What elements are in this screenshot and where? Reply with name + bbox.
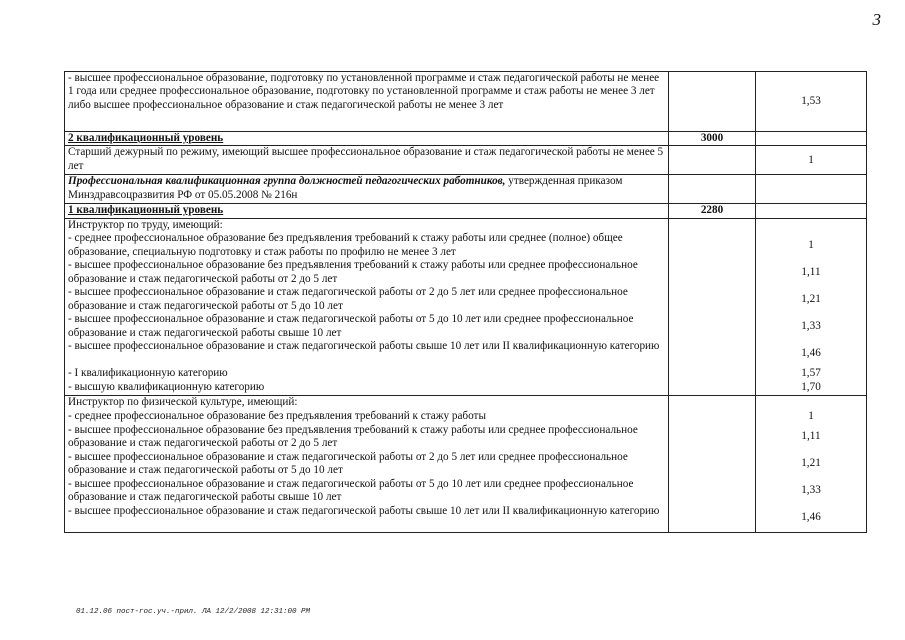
coefficient-value: 1,46 [801, 346, 821, 359]
row-amount [669, 218, 756, 395]
list-item: - среднее профессиональное образование без предъявления требований к стажу работы или среднее (полное) общее образование, специальную подготовку и стаж работы по профилю не менее 3 лет [68, 232, 623, 258]
list-item: - высшее профессиональное образование без предъявления требований к стажу работы или среднее профессиональное образование и стаж педагогической работы от 2 до 5 лет [68, 423, 638, 450]
row-amount [669, 146, 756, 175]
table-row [65, 72, 867, 132]
group-title-row [65, 175, 867, 204]
row-amount [669, 72, 756, 132]
group-title-approval: утвержденная приказом Минздравсоцразвития РФ от 05.05.2008 № 216н [68, 175, 623, 201]
coefficient-value: 1,46 [801, 511, 821, 524]
group-title-name: Профессиональная квалификационная группа должностей педагогических работников, [68, 175, 506, 188]
qualification-level-label: 1 квалификационный уровень [65, 204, 669, 218]
base-salary-amount: 3000 [669, 132, 756, 146]
coefficient-value: 1,11 [801, 430, 821, 443]
coefficient-value: 1,33 [801, 319, 821, 332]
coefficient-value: 1,21 [801, 292, 821, 305]
list-item: - высшее профессиональное образование и стаж педагогической работы от 5 до 10 лет или среднее профессиональное образование и стаж педагогической работы свыше 10 лет [68, 313, 634, 339]
table-row [65, 146, 867, 175]
coefficient-value: 1,57 [801, 367, 821, 380]
instructor-labor-descriptions [65, 218, 669, 395]
qualification-level-row [65, 204, 867, 218]
row-coefficient [756, 204, 867, 218]
row-coefficient: 1 [756, 146, 867, 175]
instructor-labor-section [65, 218, 867, 395]
list-item: - высшее профессиональное образование и стаж педагогической работы от 2 до 5 лет или среднее профессиональное образование и стаж педагогической работы от 5 до 10 лет [68, 286, 628, 312]
instructor-pe-descriptions [65, 396, 669, 532]
row-description: Старший дежурный по режиму, имеющий высшее профессиональное образование и стаж педагогической работы не менее 5 лет [65, 146, 669, 175]
row-description: - высшее профессиональное образование, подготовку по установленной программе и стаж педагогической работы не менее 1 года или среднее профессиональное образование, подготовку по установленной программе и стаж работы не менее 3 лет либо высшее профессиональное образование и стаж педагогической работы не менее 3 лет [65, 72, 669, 132]
list-item: - высшее профессиональное образование и стаж педагогической работы от 5 до 10 лет или среднее профессиональное образование и стаж педагогической работы свыше 10 лет [68, 477, 634, 504]
instructor-labor-coefficients [756, 218, 867, 395]
list-item: - высшее профессиональное образование и стаж педагогической работы от 2 до 5 лет или среднее профессиональное образование и стаж педагогической работы от 5 до 10 лет [68, 450, 628, 477]
instructor-pe-section [65, 396, 867, 532]
qualification-level-row [65, 132, 867, 146]
coefficient-value: 1,11 [801, 265, 821, 278]
list-item: - среднее профессиональное образование без предъявления требований к стажу работы [68, 409, 486, 422]
coefficient-value: 1 [808, 238, 814, 251]
document-footer: 01.12.06 пост-гос.уч.-прил. ЛА 12/2/2008 12:31:00 PM [76, 608, 311, 616]
row-coefficient [756, 175, 867, 204]
section-heading: Инструктор по физической культуре, имеющий: [68, 396, 298, 409]
row-coefficient: 1,53 [756, 72, 867, 132]
group-title [65, 175, 669, 204]
coefficient-value: 1,70 [801, 381, 821, 394]
instructor-pe-coefficients [756, 396, 867, 532]
section-heading: Инструктор по труду, имеющий: [68, 218, 223, 231]
list-item: - I квалификационную категорию [68, 367, 228, 380]
coefficient-value: 1,33 [801, 484, 821, 497]
row-amount [669, 175, 756, 204]
coefficient-value: 1,21 [801, 457, 821, 470]
list-item: - высшее профессиональное образование и стаж педагогической работы свыше 10 лет или II квалификационную категорию [68, 340, 660, 353]
list-item: - высшее профессиональное образование и стаж педагогической работы свыше 10 лет или II квалификационную категорию [68, 504, 660, 517]
list-item: - высшую квалификационную категорию [68, 381, 265, 394]
page-number: 3 [872, 10, 881, 29]
base-salary-amount: 2280 [669, 204, 756, 218]
list-item: - высшее профессиональное образование без предъявления требований к стажу работы или среднее профессиональное образование и стаж педагогической работы от 2 до 5 лет [68, 259, 638, 285]
coefficient-value: 1 [808, 409, 814, 422]
row-coefficient [756, 132, 867, 146]
qualification-level-label: 2 квалификационный уровень [65, 132, 669, 146]
row-amount [669, 396, 756, 532]
salary-coefficient-table [64, 71, 867, 533]
